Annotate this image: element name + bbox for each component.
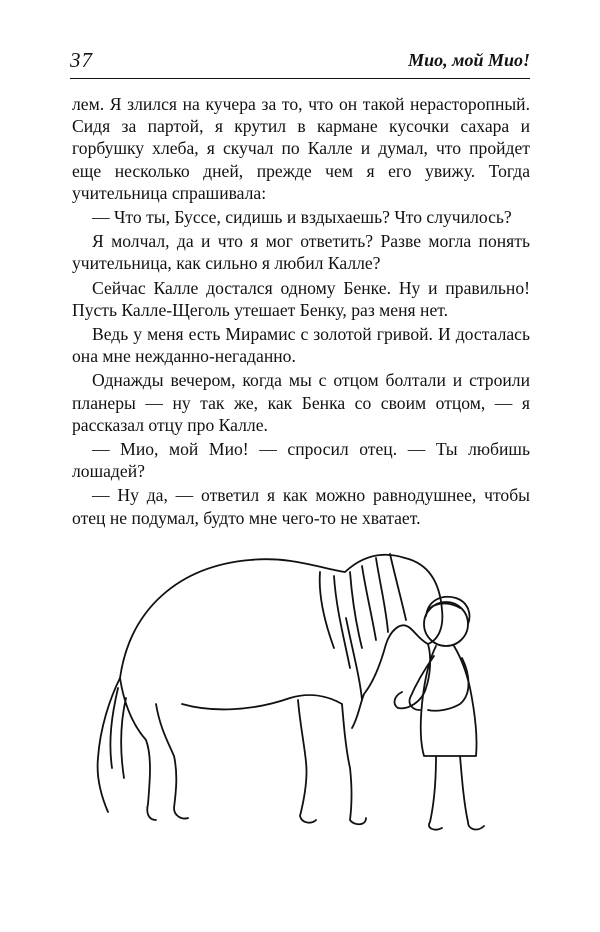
running-title: Мио, мой Мио! [408, 50, 530, 70]
horse-mane [320, 554, 406, 700]
horse-rear-leg [120, 678, 188, 820]
paragraph: Ведь у меня есть Мирамис с золотой гривой. И досталась она мне нежданно-негаданно. [72, 324, 530, 367]
horse-tail [98, 678, 126, 812]
boy-arm [409, 656, 468, 711]
boy-legs [429, 756, 484, 830]
paragraph: Я молчал, да и что я мог ответить? Разве могла понять учительница, как сильно я любил Калле? [72, 231, 530, 274]
horse-head [395, 644, 431, 708]
illustration-drawing [90, 528, 510, 848]
horse-belly [182, 695, 342, 709]
page-header [70, 44, 530, 78]
paragraph: — Ну да, — ответил я как можно равнодушнее, чтобы отец не подумал, будто мне чего-то не хватает. [72, 485, 530, 528]
paragraph: — Мио, мой Мио! — спросил отец. — Ты любишь лошадей? [72, 439, 530, 482]
paragraph: Однажды вечером, когда мы с отцом болтали и строили планеры — ну так же, как Бенка со своим отцом, — я рассказал отцу про Калле. [72, 370, 530, 435]
paragraph: — Что ты, Буссе, сидишь и вздыхаешь? Что случилось? [92, 207, 512, 228]
page-number: 37 [70, 48, 93, 72]
paragraph: Сейчас Калле достался одному Бенке. Ну и правильно! Пусть Калле-Щеголь утешает Бенку, раз меня нет. [72, 277, 530, 320]
header-rule [70, 78, 530, 79]
body-text [72, 93, 530, 531]
paragraph: лем. Я злился на кучера за то, что он такой нерасторопный. Сидя за партой, я крутил в кармане кусочки сахара и горбушку хлеба, я скучал по Калле и думал, что пройдет еще несколько дней, прежде чем я его увижу. Тогда учительница спрашивала: [72, 94, 530, 203]
horse-and-boy-illustration [90, 528, 510, 848]
